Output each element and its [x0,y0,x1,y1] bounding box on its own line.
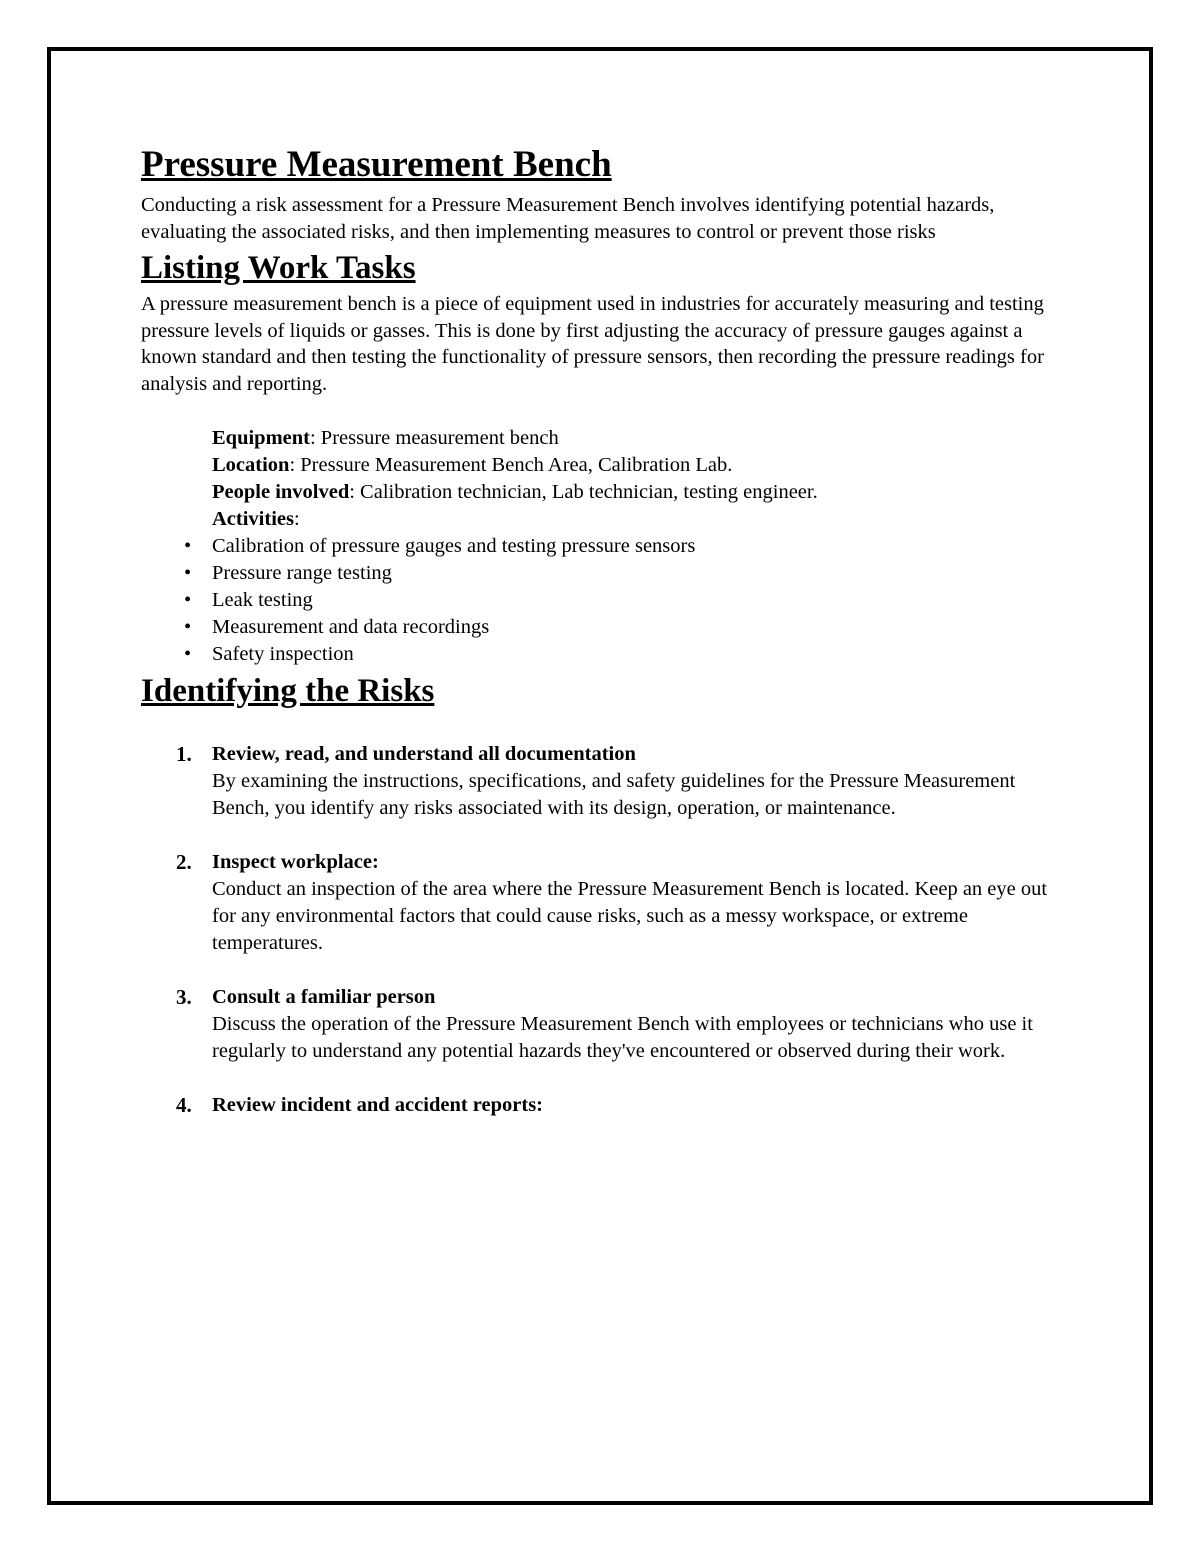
list-item [141,560,1061,587]
risk-item-text: Conduct an inspection of the area where the Pressure Measurement Bench is located. Keep an eye out for any environmental factors that could cause risks, such as a messy workspace, or extreme temperatures. [212,878,1048,954]
bullet-icon: • [184,589,192,611]
intro-paragraph: Conducting a risk assessment for a Pressure Measurement Bench involves identifying potential hazards, evaluating the associated risks, and then implementing measures to control or prevent those risks [141,194,995,243]
bullet-icon: • [184,616,192,638]
task-details [212,425,1061,533]
section-heading-identifying-risks: Identifying the Risks [141,673,435,709]
list-item [141,614,1061,641]
work-tasks-description: A pressure measurement bench is a piece of equipment used in industries for accurately measuring and testing pressure levels of liquids or gasses. This is done by first adjusting the accuracy of pressure gauges against a known standard and then testing the functionality of pressure sensors, then recording the pressure readings for analysis and reporting. [141,293,1044,395]
bullet-icon: • [184,643,192,665]
activities-row [212,506,1061,533]
document-content [141,138,1061,1146]
location-label: Location [212,454,290,476]
risk-item-number: 4. [176,1093,192,1117]
risk-item-text: By examining the instructions, specifications, and safety guidelines for the Pressure Measurement Bench, you identify any risks associated with its design, operation, or maintenance. [212,770,1016,819]
section-heading-work-tasks: Listing Work Tasks [141,250,416,286]
risk-item-title: Review, read, and understand all documentation [212,743,636,765]
activities-list [141,533,1061,668]
activities-colon: : [293,508,300,530]
activity-text: Measurement and data recordings [212,616,490,638]
activity-text: Leak testing [212,589,313,611]
location-row [212,452,1061,479]
activity-text: Safety inspection [212,643,354,665]
location-value: : Pressure Measurement Bench Area, Calibration Lab. [289,454,733,476]
activity-text: Pressure range testing [212,562,392,584]
risk-item-number: 3. [176,985,192,1009]
people-row [212,479,1061,506]
activities-label: Activities [212,508,294,530]
risk-item-title: Consult a familiar person [212,986,436,1008]
activity-text: Calibration of pressure gauges and testing pressure sensors [212,535,696,557]
list-item [141,587,1061,614]
risk-item-number: 1. [176,742,192,766]
list-item [141,641,1061,668]
risk-item-title: Review incident and accident reports: [212,1094,544,1116]
risks-list [141,741,1061,1119]
equipment-value: : Pressure measurement bench [309,427,559,449]
list-item [141,533,1061,560]
people-label: People involved [212,481,350,503]
document-title: Pressure Measurement Bench [141,144,612,185]
people-value: : Calibration technician, Lab technician, testing engineer. [349,481,818,503]
risk-item-number: 2. [176,850,192,874]
risk-item [141,741,1061,822]
equipment-row [212,425,1061,452]
risk-item [141,984,1061,1065]
risk-item [141,1092,1061,1119]
equipment-label: Equipment [212,427,310,449]
bullet-icon: • [184,562,192,584]
risk-item [141,849,1061,957]
risk-item-title: Inspect workplace: [212,851,379,873]
risk-item-text: Discuss the operation of the Pressure Measurement Bench with employees or technicians who use it regularly to understand any potential hazards they've encountered or observed during their work. [212,1013,1033,1062]
bullet-icon: • [184,535,192,557]
